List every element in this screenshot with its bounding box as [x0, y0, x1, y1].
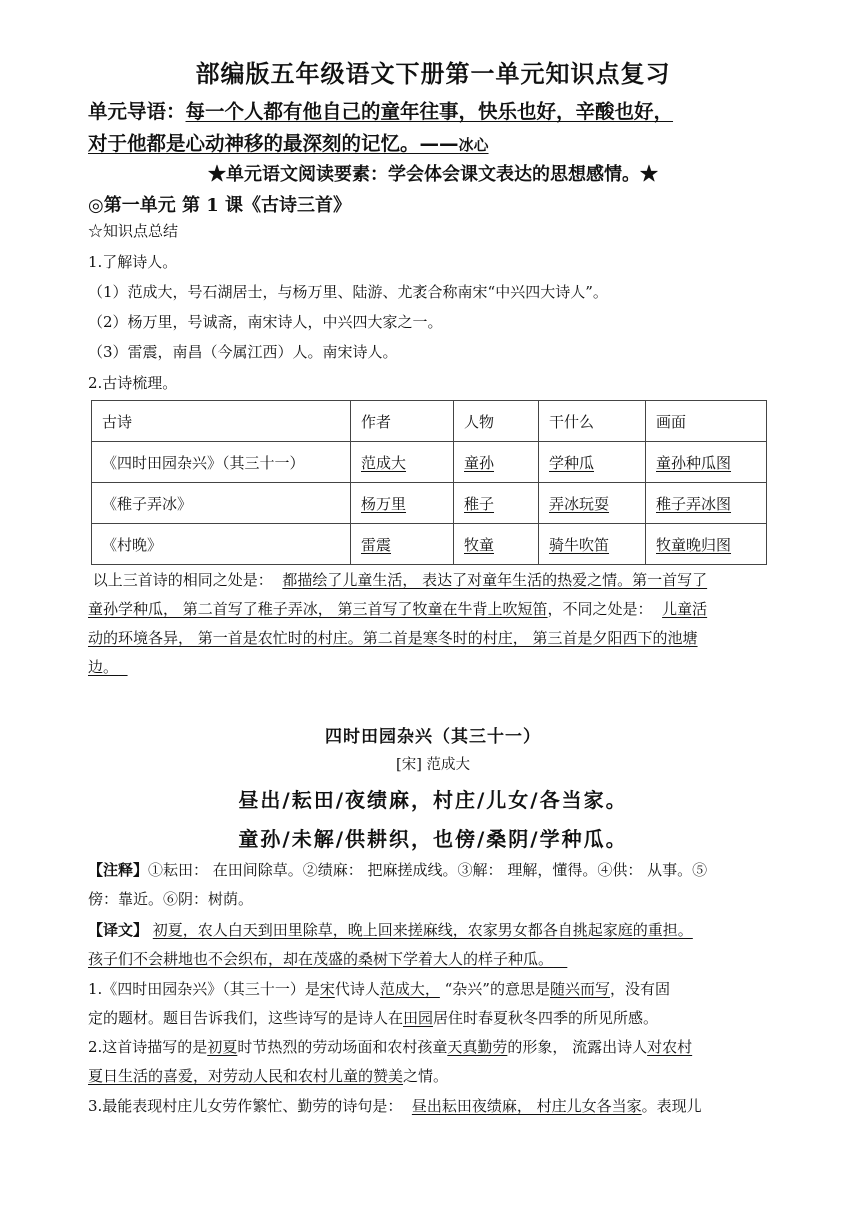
notes-label: 【注释】	[88, 861, 149, 879]
point-1	[88, 975, 778, 1033]
comparison-text: 边。	[88, 658, 119, 676]
table-cell: 《稚子弄冰》	[92, 483, 351, 524]
table-header: 作者	[351, 401, 454, 442]
table-header: 人物	[454, 401, 539, 442]
point-text: 之情。	[403, 1067, 449, 1085]
poem-verse: 童孙/未解/供耕织，也傍/桑阴/学种瓜。	[238, 827, 628, 851]
intro-author: 冰心	[458, 136, 489, 154]
point-text: 。表现儿	[641, 1097, 702, 1115]
poem-review-heading: 2.古诗梳理。	[88, 374, 178, 392]
poet-item: （1）范成大，号石湖居士，与杨万里、陆游、尤袤合称南宋“中兴四大诗人”。	[88, 283, 608, 301]
comparison-text: 都描绘了儿童生活， 表达了对童年生活的热爱之情。第一首写了	[282, 571, 708, 589]
poem-title: 四时田园杂兴（其三十一）	[325, 727, 541, 747]
poet-item: （2）杨万里，号诚斋，南宋诗人，中兴四大家之一。	[88, 313, 443, 331]
translation-text: 孩子们不会耕地也不会织布，却在茂盛的桑树下学着大人的样子种瓜。	[88, 950, 554, 968]
point-text: “杂兴”的意思是	[439, 980, 550, 998]
table-cell: 范成大	[351, 442, 454, 483]
table-cell: 牧童	[454, 524, 539, 565]
table-cell: 弄冰玩耍	[539, 483, 646, 524]
unit-intro	[88, 96, 778, 161]
translation-text: 初夏，农人白天到田里除草，晚上回来搓麻线，农家男女都各自挑起家庭的重担。	[152, 921, 693, 939]
point-answer: 随兴而写	[549, 980, 610, 998]
table-row	[92, 442, 767, 483]
point-text: 的形象， 流露出诗人	[507, 1038, 648, 1056]
table-cell: 骑牛吹笛	[539, 524, 646, 565]
point-text: 2.这首诗描写的是	[88, 1038, 208, 1056]
translation-paragraph	[88, 916, 778, 974]
translation-label: 【译文】	[88, 921, 149, 939]
table-header: 画面	[646, 401, 767, 442]
table-cell: 学种瓜	[539, 442, 646, 483]
poet-item: （3）雷震，南昌（今属江西）人。南宋诗人。	[88, 343, 398, 361]
point-text: 3.最能表现村庄儿女劳作繁忙、勤劳的诗句是：	[88, 1097, 403, 1115]
comparison-text: 儿童活	[662, 600, 708, 618]
point-text: 时节热烈的劳动场面和农村孩童	[237, 1038, 448, 1056]
table-cell: 稚子弄冰图	[646, 483, 767, 524]
summary-heading: ☆知识点总结	[88, 222, 179, 240]
table-header-row	[92, 401, 767, 442]
table-cell: 《村晚》	[92, 524, 351, 565]
notes-text: ①耘田： 在田间除草。②绩麻： 把麻搓成线。③解： 理解，懂得。④供： 从事。⑤	[148, 861, 708, 879]
lesson-heading: ◎第一单元 第 1 课《古诗三首》	[88, 195, 352, 216]
point-2	[88, 1033, 778, 1091]
table-cell: 童孙种瓜图	[646, 442, 767, 483]
table-cell: 稚子	[454, 483, 539, 524]
comparison-paragraph	[88, 566, 778, 682]
table-header: 干什么	[539, 401, 646, 442]
table-header: 古诗	[92, 401, 351, 442]
point-answer: 天真勤劳	[447, 1038, 508, 1056]
intro-label: 单元导语：	[88, 100, 186, 123]
point-3	[88, 1092, 778, 1121]
point-answer: 范成大，	[379, 980, 440, 998]
poem-author: [宋] 范成大	[396, 757, 470, 773]
page-title: 部编版五年级语文下册第一单元知识点复习	[195, 59, 671, 88]
intro-line-1: 每一个人都有他自己的童年往事，快乐也好，辛酸也好，	[185, 100, 674, 123]
table-cell: 雷震	[351, 524, 454, 565]
point-text: 居住时春夏秋冬四季的所见所感。	[433, 1009, 659, 1027]
reading-requirement: ★单元语文阅读要素：学会体会课文表达的思想感情。★	[208, 164, 658, 185]
table-cell: 牧童晚归图	[646, 524, 767, 565]
poem-verse: 昼出/耘田/夜绩麻，村庄/儿女/各当家。	[238, 788, 628, 812]
point-answer: 初夏	[207, 1038, 238, 1056]
poem-table	[91, 400, 767, 565]
point-answer: 夏日生活的喜爱，对劳动人民和农村儿童的赞美	[88, 1067, 404, 1085]
point-answer: 田园	[403, 1009, 434, 1027]
point-text: ，没有固	[610, 980, 671, 998]
point-answer: 对农村	[647, 1038, 693, 1056]
point-answer: 宋	[319, 980, 335, 998]
table-cell: 《四时田园杂兴》（其三十一）	[92, 442, 351, 483]
comparison-text: ，不同之处是：	[547, 600, 653, 618]
know-poets-heading: 1.了解诗人。	[88, 253, 178, 271]
point-text: 定的题材。题目告诉我们，这些诗写的是诗人在	[88, 1009, 404, 1027]
comparison-lead: 以上三首诗的相同之处是：	[92, 571, 273, 589]
table-cell: 杨万里	[351, 483, 454, 524]
comparison-text: 童孙学种瓜， 第二首写了稚子弄冰， 第三首写了牧童在牛背上吹短笛	[88, 600, 548, 618]
point-answer: 昼出耘田夜绩麻， 村庄儿女各当家	[411, 1097, 642, 1115]
comparison-text: 动的环境各异， 第一首是农忙时的村庄。第二首是寒冬时的村庄， 第三首是夕阳西下的池塘	[88, 629, 698, 647]
notes-paragraph	[88, 856, 778, 914]
table-row	[92, 524, 767, 565]
table-row	[92, 483, 767, 524]
point-text: 1.《四时田园杂兴》（其三十一）是	[88, 980, 320, 998]
intro-line-2: 对于他都是心动神移的最深刻的记忆。——	[88, 132, 459, 155]
table-cell: 童孙	[454, 442, 539, 483]
notes-text: 傍：靠近。⑥阴：树荫。	[88, 890, 254, 908]
point-text: 代诗人	[334, 980, 380, 998]
